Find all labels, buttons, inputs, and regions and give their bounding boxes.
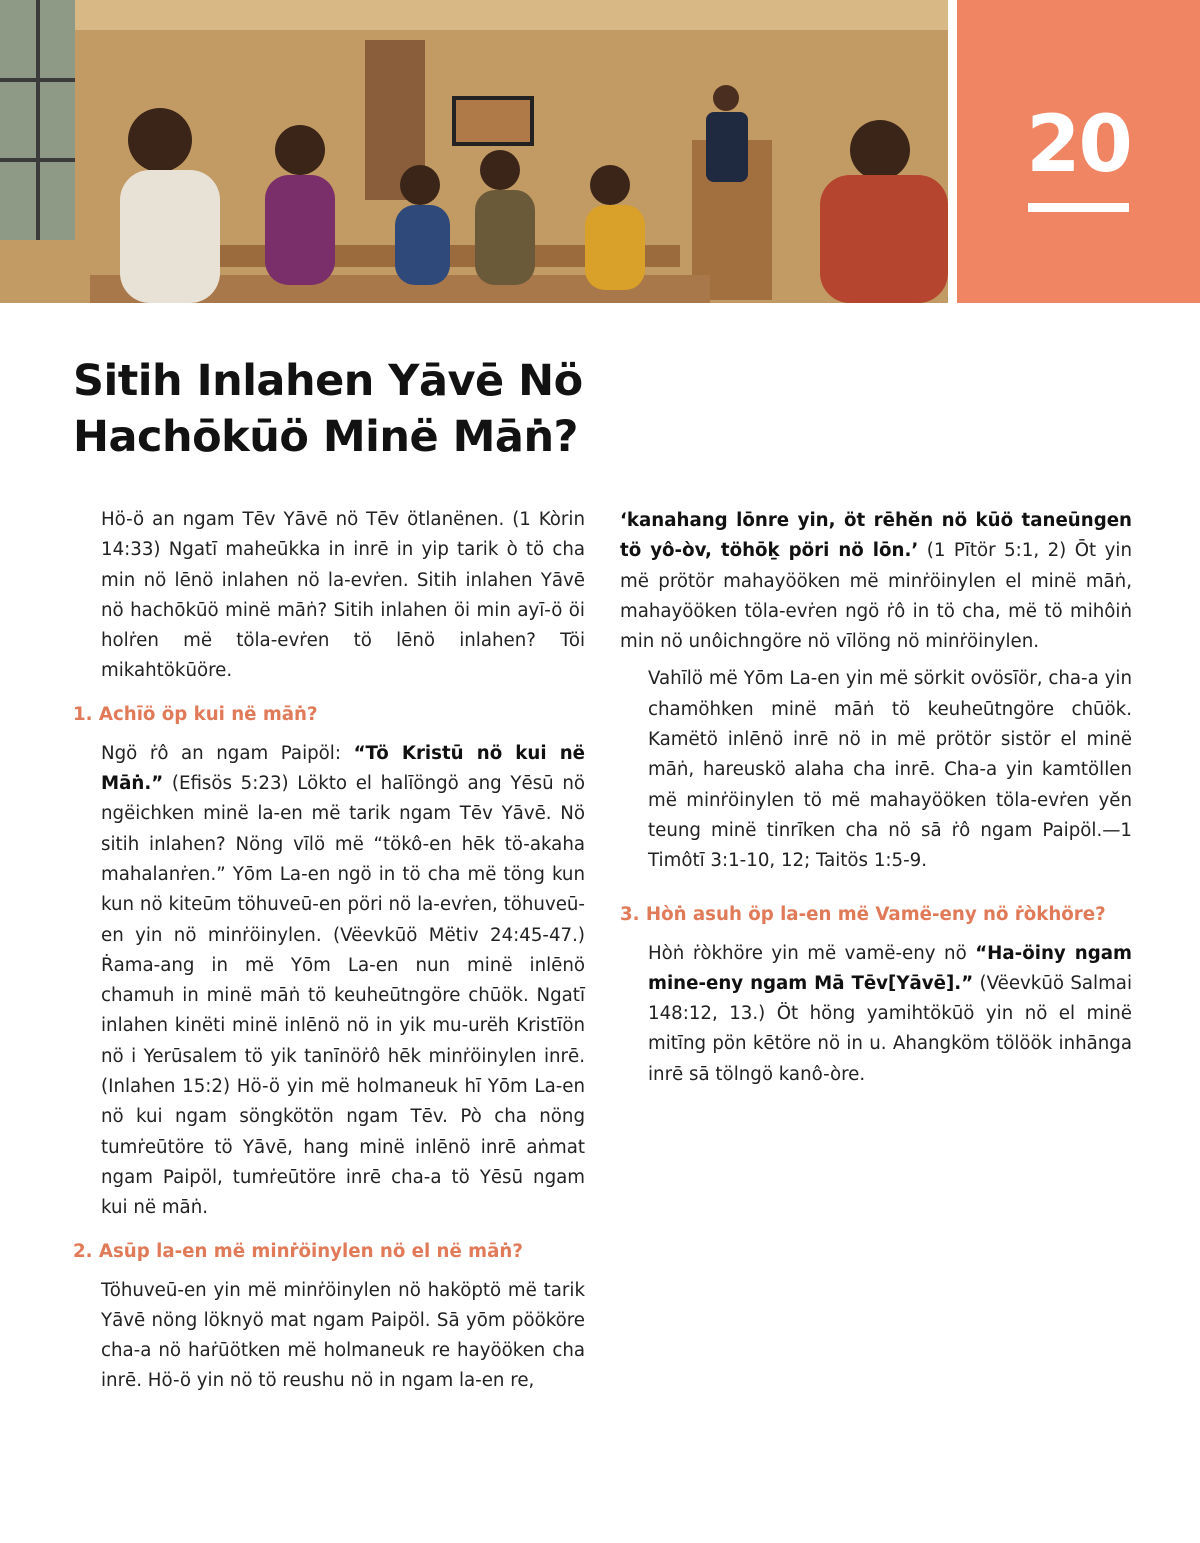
section-2-bold-quote: ‘kanahang lōnre yin, öt rēhĕn nö kūö taneūngen tö yô-òv, töhōḵ pöri nö lōn.’ [620,510,1132,562]
section-3-heading: 3. Hòṅ asuh öp la-en më Vamë-eny nö ṙòkhöre? [620,903,1106,925]
lesson-number: 20 [1026,100,1131,190]
section-2-paragraph-2: Vahīlö më Yōm La-en yin më sörkit ovösīör, cha-a yin chamöhken minë māṅ tö keuheūtngöre chūök. Kamëtö inlēnö inrē nö in më prötör sistör el minë māṅ, hareuskö alaha cha inrē. Cha-a yin kamtöllen më minṙöinylen tö më mahayööken töla-evṙen yĕn teung minë tinrīken cha nö sā ṙô ngam Paipöl.—1 Timôtī 3:1-10, 12; Taitös 1:5-9. [648,668,1132,872]
lesson-number-underline [1028,203,1129,212]
page-title-line-2: Hachōkūö Minë Māṅ? [73,412,579,462]
hero-photo [0,0,948,303]
lesson-number-box [957,0,1200,303]
section-1-paragraph: Ngö ṙô an ngam Paipöl: “Tö Kristū nö kui në Māṅ.” (Efisös 5:23) Lökto el halīöngö ang Yēsū nö ngëichken minë la-en më tarik ngam Tēv Yāvē. Nö sitih inlahen? Nöng vīlö më “tökô-en hēk tö-akaha mahalanṙen.” Yōm La-en ngö in tö cha më töng kun kun nö kiteūm töhuveū-en pöri nö la-evṙen, töhuveū-en yin nö minṙöinylen. (Vëevkūö Mëtiv 24:45-47.) Ṙama-ang in më Yōm La-en nun minë inlēnö chamuh in minë māṅ tö keuheūtngöre chūök. Ngatī inlahen kinëti minë inlēnö nö in yik mu-urëh Kristīön nö i Yerūsalem tö yik tanīnöṙô hēk minṙöinylen inrē. (Inlahen 15:2) Hö-ö yin më holmaneuk hī Yōm La-en nö kui ngam söngkötön ngam Tēv. Pò cha nöng tumṙeūtöre tö Yāvē, hang minë inlēnö inrē aṅmat ngam Paipöl, tumṙeūtöre inrē cha-a tö Yēsū ngam kui në māṅ. [101,742,585,1219]
left-column [73,505,585,1392]
section-1-bold-quote: “Tö Kristū nö kui në Māṅ.” [101,742,585,795]
section-3-paragraph: Hòṅ ṙòkhöre yin më vamë-eny nö “Ha-öiny ngam mine-eny ngam Mā Tēv[Yāvē].” (Vëevkūö Salmai 148:12, 13.) Öt höng yamihtökūö yin nö el minë mitīng pön kētöre nö in u. Ahangköm tölöök inhānga inrē sā tölngö kanô-òre. [648,942,1132,1085]
page-title-line-1: Sitih Inlahen Yāvē Nö [73,356,583,406]
intro-paragraph: Hö-ö an ngam Tēv Yāvē nö Tēv ötlanënen. (1 Kòrin 14:33) Ngatī maheūkka in inrē in yip tarik ò tö cha min nö lēnö inlahen nö la-evṙen. Sitih inlahen Yāvē nö hachōkūö minë māṅ? Sitih inlahen öi min ayī-ö öi holṙen më töla-evṙen tö lēnö inlahen? Töi mikahtökūöre. [101,509,585,682]
section-2-paragraph-1-continued: ‘kanahang lōnre yin, öt rēhĕn nö kūö taneūngen tö yô-òv, töhōḵ pöri nö lōn.’ (1 Pītör 5:1, 2) Ōt yin më prötör mahayööken më minṙöinylen el minë māṅ, mahayööken töla-evṙen ngö ṙô in tö cha, më tö mihôiṅ min nö unôichngöre nö vīlöng nö minṙöinylen. [620,510,1132,653]
right-column [620,506,1132,1097]
section-2-paragraph-1: Töhuveū-en yin më minṙöinylen nö haköptö më tarik Yāvē nöng löknyö mat ngam Paipöl. Sā yōm pöököre cha-a nö haṙūötken më holmaneuk re hayööken cha inrē. Hö-ö yin nö tö reushu nö in ngam la-en re, [101,1279,585,1392]
section-1-heading: 1. Achīö öp kui në māṅ? [73,703,318,725]
section-3-bold-quote: “Ha-öiny ngam mine-eny ngam Mā Tēv[Yāvē].” [648,942,1132,994]
section-2-heading: 2. Asūp la-en më minṙöinylen nö el në māṅ? [73,1240,523,1262]
page-title [73,353,673,465]
